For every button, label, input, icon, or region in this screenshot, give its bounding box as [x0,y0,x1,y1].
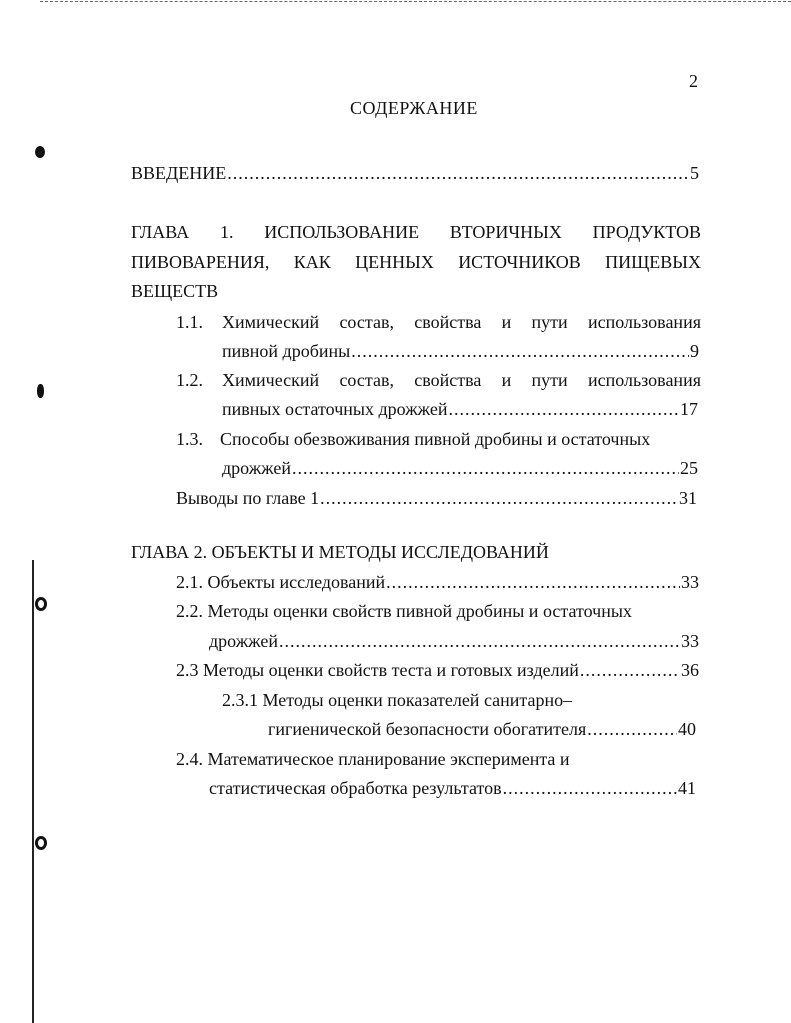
toc-entry-1-1[interactable]: Химический состав, свойства и пути использования [222,312,701,332]
toc-page-number: 40 [678,719,696,739]
toc-entry-2-3-1[interactable]: 2.3.1 Методы оценки показателей санитарно– [222,690,573,710]
toc-entry-2-2[interactable]: 2.2. Методы оценки свойств пивной дробины и остаточных [176,601,632,621]
dot-leader [386,571,680,593]
dot-leader [587,718,677,740]
hole-punch-mark [35,146,45,158]
toc-entry-1-1[interactable]: пивной дробины ..... 9 [222,340,699,362]
page-title: СОДЕРЖАНИЕ [350,98,478,118]
chapter-1-heading[interactable]: ГЛАВА 1. ИСПОЛЬЗОВАНИЕ ВТОРИЧНЫХ ПРОДУКТОВ [131,222,701,242]
toc-entry-2-3-1[interactable]: гигиенической безопасности обогатителя ..... 40 [268,718,696,740]
toc-entry-1-3[interactable]: дрожжей ..... 25 [222,457,698,479]
toc-entry-2-1[interactable]: 2.1. Объекты исследований ..... 33 [176,571,699,593]
toc-entry-1-3[interactable]: Способы обезвоживания пивной дробины и остаточных [220,429,651,449]
toc-page-number: 17 [680,399,698,419]
chapter-1-heading[interactable]: ПИВОВАРЕНИЯ, КАК ЦЕННЫХ ИСТОЧНИКОВ ПИЩЕВЫХ [131,252,701,272]
toc-entry-2-2[interactable]: дрожжей ..... 33 [209,630,699,652]
toc-page-number: 41 [678,778,696,798]
dot-leader [292,457,679,479]
dot-leader [580,659,680,681]
toc-page-number: 33 [681,631,699,651]
toc-page-number: 31 [679,488,697,508]
toc-entry-1-2[interactable]: пивных остаточных дрожжей ..... 17 [222,398,698,420]
toc-entry-label: ВВЕДЕНИЕ [131,163,227,183]
toc-page-number: 5 [690,163,699,183]
dot-leader [279,630,680,652]
toc-entry-conclusions-1[interactable]: Выводы по главе 1 ..... 31 [176,487,697,509]
chapter-1-heading[interactable]: ВЕЩЕСТВ [131,281,219,301]
dot-leader [503,777,677,799]
section-number: 1.1. [176,312,203,332]
toc-page-number: 33 [681,572,699,592]
toc-page-number: 25 [680,458,698,478]
dot-leader [351,340,689,362]
toc-entry-1-2[interactable]: Химический состав, свойства и пути использования [222,370,701,390]
toc-page-number: 36 [681,660,699,680]
scan-edge-line [40,1,791,2]
hole-punch-mark [35,836,47,850]
dot-leader [448,398,679,420]
section-number: 1.2. [176,370,203,390]
section-number: 1.3. [176,429,203,449]
toc-entry-2-3[interactable]: 2.3 Методы оценки свойств теста и готовых изделий ..... 36 [176,659,699,681]
toc-page-number: 9 [690,341,699,361]
toc-entry-2-4[interactable]: 2.4. Математическое планирование эксперимента и [176,749,570,769]
toc-entry-introduction[interactable] [131,162,699,184]
hole-punch-mark [35,597,47,611]
dot-leader [320,487,678,509]
toc-entry-2-4[interactable]: статистическая обработка результатов ..... 41 [209,777,696,799]
binding-line [32,560,34,1023]
page-number: 2 [689,71,698,91]
chapter-2-heading[interactable]: ГЛАВА 2. ОБЪЕКТЫ И МЕТОДЫ ИССЛЕДОВАНИЙ [131,542,549,562]
dot-leader [227,162,689,184]
hole-punch-mark [37,384,44,398]
